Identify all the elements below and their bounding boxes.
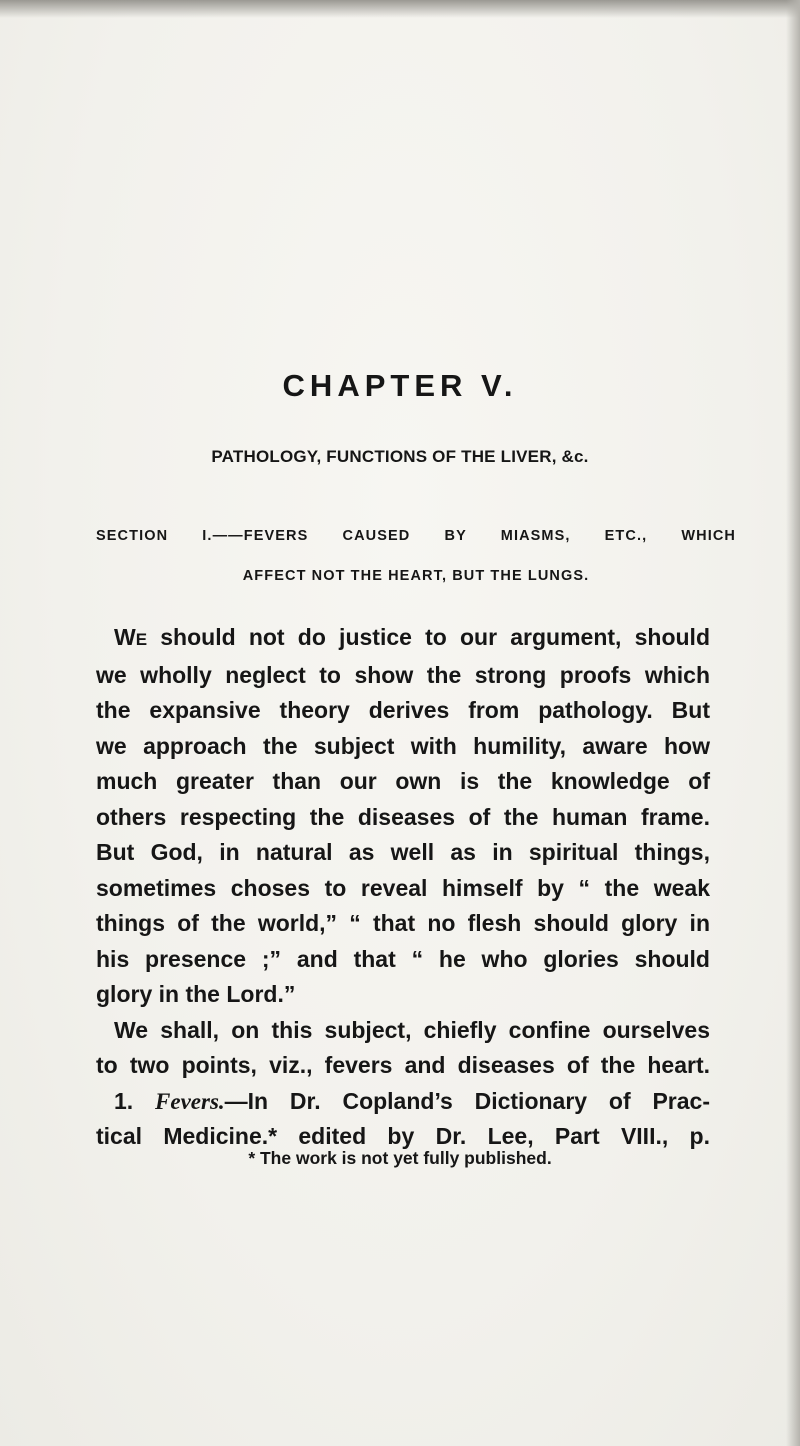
page-right-edge-shadow (786, 0, 800, 1446)
chapter-subtitle: PATHOLOGY, FUNCTIONS OF THE LIVER, &c. (211, 447, 589, 466)
body-line: much greater than our own is the knowledge of (96, 768, 710, 794)
section-heading-line-1: SECTION I.——FEVERS CAUSED BY MIASMS, ETC., WHICH (96, 528, 736, 544)
body-line: we wholly neglect to show the strong proofs which (96, 661, 710, 688)
body-line: We shall, on this subject, chiefly confine ourselves (114, 1016, 710, 1043)
body-line-text: —In Dr. Copland’s Dictionary of Prac- (224, 1087, 710, 1114)
body-line-text: should not do justice to our argument, should (147, 624, 710, 650)
body-line: tical Medicine.* edited by Dr. Lee, Part VIII., p. (96, 1123, 710, 1149)
body-line (96, 620, 710, 658)
body-line: we approach the subject with humility, aware how (96, 732, 710, 759)
body-line: the expansive theory derives from pathology. But (96, 697, 710, 723)
body-line: to two points, viz., fevers and diseases of the heart. (96, 1052, 710, 1078)
body-line: But God, in natural as well as in spiritual things, (96, 839, 710, 865)
page-top-edge-shadow (0, 0, 800, 18)
body-line: glory in the Lord.” (96, 981, 296, 1007)
section-heading-line-2: AFFECT NOT THE HEART, BUT THE LUNGS. (242, 568, 590, 584)
section-heading (96, 516, 736, 596)
small-caps-letter: E (135, 630, 148, 649)
body-line: things of the world,” “ that no flesh should glory in (96, 910, 710, 936)
body-text (96, 620, 710, 1155)
body-line: sometimes choses to reveal himself by “ the weak (96, 874, 710, 901)
body-line (96, 1084, 710, 1120)
footnote: * The work is not yet fully published. (248, 1148, 552, 1168)
drop-initial: W (114, 624, 136, 650)
body-line: his presence ;” and that “ he who glories should (96, 945, 710, 972)
chapter-heading: CHAPTER V. (282, 368, 518, 403)
list-number: 1. (114, 1087, 156, 1114)
body-line: others respecting the diseases of the human frame. (96, 803, 710, 830)
fevers-italic-term: Fevers. (155, 1088, 225, 1114)
